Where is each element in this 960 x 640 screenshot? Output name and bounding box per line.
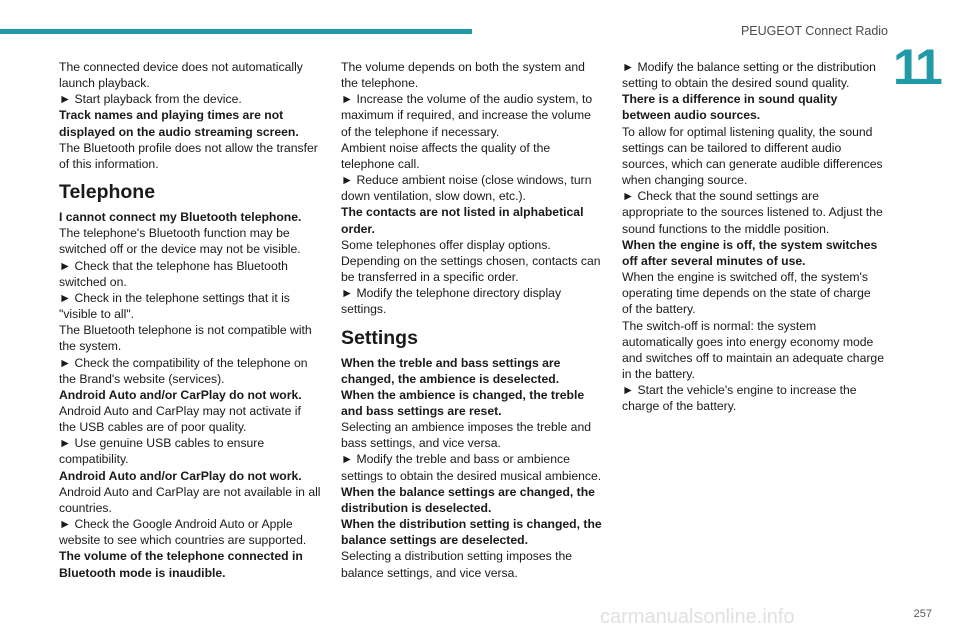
instruction: ► Use genuine USB cables to ensure compatibility. xyxy=(59,436,265,467)
paragraph: Android Auto and CarPlay may not activate if the USB cables are of poor quality. xyxy=(59,403,301,435)
instruction: ► Check the compatibility of the telephone on the Brand's website (services). xyxy=(59,355,308,386)
header-accent-bar xyxy=(0,29,472,34)
paragraph: The connected device does not automatically launch playback. xyxy=(59,60,303,91)
issue-heading: When the distribution setting is changed, the balance settings are deselected. xyxy=(341,517,602,548)
issue-heading: When the treble and bass settings are changed, the ambience is deselected. xyxy=(341,355,561,386)
instruction: ► Start the vehicle's engine to increase the charge of the battery. xyxy=(622,383,857,414)
instruction: ► Modify the telephone directory display settings. xyxy=(341,286,562,317)
instruction: ► Check that the sound settings are appropriate to the sources listened to. Adjust the sound functions to the middle position. xyxy=(622,189,883,236)
instruction: ► Increase the volume of the audio system, to maximum if required, and increase the volume of the telephone if necessary. xyxy=(341,92,593,139)
chapter-number: 11 xyxy=(893,39,940,95)
watermark: carmanualsonline.info xyxy=(600,606,795,628)
instruction: ► Start playback from the device. xyxy=(59,92,242,107)
paragraph: Android Auto and CarPlay are not available in all countries. xyxy=(59,484,321,515)
instruction: ► Check the Google Android Auto or Apple website to see which countries are supported. xyxy=(59,517,307,548)
issue-heading: Android Auto and/or CarPlay do not work. xyxy=(59,468,302,483)
instruction: ► Modify the treble and bass or ambience settings to obtain the desired musical ambience. xyxy=(341,452,602,483)
paragraph: To allow for optimal listening quality, the sound settings can be tailored to different audio sources, which can generate audible differences when changing source. xyxy=(622,124,883,188)
paragraph: Some telephones offer display options. Depending on the settings chosen, contacts can be transferred in a specific order. xyxy=(341,237,601,285)
paragraph: When the engine is switched off, the system's operating time depends on the state of charge of the battery. xyxy=(622,270,871,317)
issue-heading: There is a difference in sound quality between audio sources. xyxy=(622,92,838,123)
issue-heading: I cannot connect my Bluetooth telephone. xyxy=(59,210,302,225)
issue-heading: Android Auto and/or CarPlay do not work. xyxy=(59,387,302,402)
paragraph: The volume depends on both the system and the telephone. xyxy=(341,60,585,91)
issue-heading: When the balance settings are changed, the distribution is deselected. xyxy=(341,484,595,515)
instruction: ► Check that the telephone has Bluetooth switched on. xyxy=(59,258,288,289)
issue-heading: The volume of the telephone connected in Bluetooth mode is inaudible. xyxy=(59,549,303,580)
instruction: ► Modify the balance setting or the distribution setting to obtain the desired sound quality. xyxy=(622,60,876,91)
header-title: PEUGEOT Connect Radio xyxy=(740,24,888,38)
instruction: ► Reduce ambient noise (close windows, turn down ventilation, slow down, etc.). xyxy=(341,173,592,204)
paragraph: Selecting a distribution setting imposes the balance settings, and vice versa. xyxy=(341,549,573,580)
issue-heading: The contacts are not listed in alphabetical order. xyxy=(341,205,584,236)
section-heading-telephone: Telephone xyxy=(59,181,156,204)
column-3 xyxy=(622,59,884,414)
paragraph: The Bluetooth profile does not allow the transfer of this information. xyxy=(59,140,318,171)
paragraph: The switch-off is normal: the system automatically goes into energy economy mode and switches off to maintain an adequate charge in the battery. xyxy=(622,318,884,381)
issue-heading: When the ambience is changed, the treble and bass settings are reset. xyxy=(341,387,585,418)
column-2 xyxy=(341,59,603,581)
issue-heading: Track names and playing times are not displayed on the audio streaming screen. xyxy=(59,108,299,139)
instruction: ► Check in the telephone settings that it is "visible to all". xyxy=(59,290,290,322)
paragraph: The Bluetooth telephone is not compatible with the system. xyxy=(59,323,312,354)
issue-heading: When the engine is off, the system switches off after several minutes of use. xyxy=(622,237,878,268)
paragraph: Ambient noise affects the quality of the telephone call. xyxy=(341,140,551,171)
column-1 xyxy=(59,59,321,581)
page-number: 257 xyxy=(913,608,932,620)
section-heading-settings: Settings xyxy=(341,326,418,349)
paragraph: Selecting an ambience imposes the treble and bass settings, and vice versa. xyxy=(341,420,591,451)
paragraph: The telephone's Bluetooth function may be switched off or the device may not be visible. xyxy=(59,226,301,257)
